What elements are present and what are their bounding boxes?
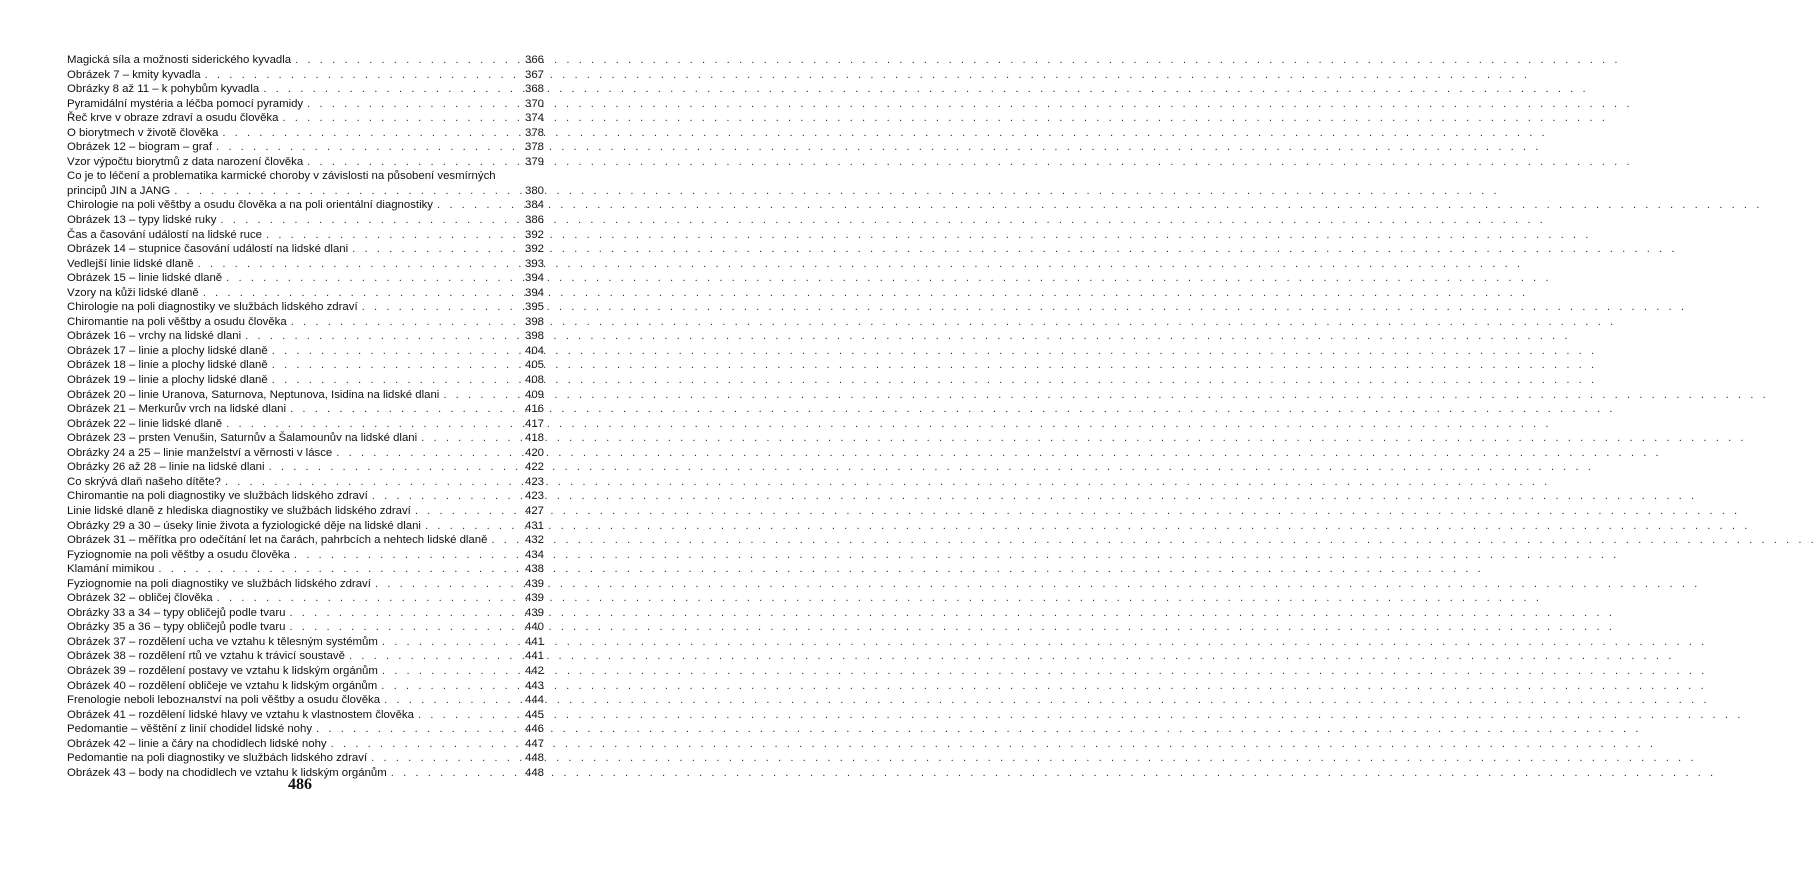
dot-leader <box>433 198 516 213</box>
toc-entry-page: 423 <box>524 490 544 503</box>
toc-entry-page: 374 <box>524 112 544 125</box>
dot-leader <box>368 489 516 504</box>
toc-entry-page: 393 <box>524 257 544 270</box>
toc-entry-title: Obrázek 42 – linie a čáry na chodidlech lidské nohy <box>67 737 327 750</box>
dot-leader <box>259 82 516 97</box>
toc-entry-title: Obrázek 14 – stupnice časování událostí na lidské dlani <box>67 243 349 256</box>
dot-leader <box>345 649 516 664</box>
toc-entry-page: 439 <box>524 606 544 619</box>
dot-leader <box>378 635 516 650</box>
toc-entry <box>67 271 544 286</box>
toc-entry-title: Co skrývá dlaň našeho dítěte? <box>67 475 221 488</box>
toc-entry-title: Chirologie na poli věštby a osudu člověka a na poli orientální diagnostiky <box>67 199 433 212</box>
dot-leader <box>221 475 516 490</box>
toc-entry-page: 366 <box>524 54 544 66</box>
toc-entry-title: Obrázky 26 až 28 – linie na lidské dlani <box>67 461 265 474</box>
dot-leader <box>303 155 516 170</box>
toc-entry <box>67 664 544 679</box>
toc-entry-page: 394 <box>524 272 544 285</box>
toc-entry-title: Pedomantie na poli diagnostiky ve službách lidského zdraví <box>67 752 368 765</box>
toc-entry <box>67 97 544 112</box>
toc-entry <box>67 111 544 126</box>
toc-entry-page: 444 <box>524 694 544 707</box>
toc-entry-page: 398 <box>524 330 544 343</box>
dot-leader <box>268 358 516 373</box>
dot-leader <box>285 620 516 635</box>
dot-leader <box>348 242 516 257</box>
toc-entry <box>67 519 544 534</box>
toc-entry-title: Obrázky 8 až 11 – k pohybům kyvadla <box>67 83 260 96</box>
toc-entry <box>67 577 544 592</box>
dot-leader <box>154 562 516 577</box>
toc-entry <box>67 388 544 403</box>
dot-leader <box>213 591 516 606</box>
toc-entry <box>67 169 544 184</box>
toc-entry-page: 405 <box>524 359 544 372</box>
toc-entry <box>67 635 544 650</box>
toc-entry-title: Fyziognomie na poli diagnostiky ve službách lidského zdraví <box>67 577 371 590</box>
toc-entry-page: 380 <box>524 184 544 197</box>
dot-leader <box>371 577 516 592</box>
toc-entry-title: Obrázek 7 – kmity kyvadla <box>67 68 201 81</box>
toc-entry-title: Obrázky 35 a 36 – typy obličejů podle tvaru <box>67 621 286 634</box>
dot-leader <box>291 53 516 68</box>
toc-entry-page: 420 <box>524 446 544 459</box>
toc-entry <box>67 140 544 155</box>
toc-entry-page: 367 <box>524 68 544 81</box>
toc-entry-page: 408 <box>524 374 544 387</box>
toc-entry <box>67 329 544 344</box>
toc-entry-title: Chiromantie na poli diagnostiky ve službách lidského zdraví <box>67 490 368 503</box>
toc-entry <box>67 620 544 635</box>
toc-entry-page: 392 <box>524 243 544 256</box>
toc-entry-page: 379 <box>524 155 544 168</box>
toc-entry-page: 441 <box>524 650 544 663</box>
toc-entry <box>67 475 544 490</box>
toc-entry <box>67 548 544 563</box>
toc-entry-page: 394 <box>524 286 544 299</box>
toc-entry <box>67 300 544 315</box>
toc-entry-title: Pyramidální mystéria a léčba pomocí pyramidy <box>67 97 304 110</box>
toc-entry-page: 427 <box>524 504 544 517</box>
toc-entry-title: Obrázek 40 – rozdělení obličeje ve vztahu k lidským orgánům <box>67 679 378 692</box>
toc-entry-title: Obrázek 12 – biogram – graf <box>67 141 212 154</box>
toc-entry-title: Obrázek 20 – linie Uranova, Saturnova, Neptunova, Isidina na lidské dlani <box>67 388 440 401</box>
toc-entry-title: Obrázky 29 a 30 – úseky linie života a fyziologické děje na lidské dlani <box>67 519 421 532</box>
dot-leader <box>439 388 516 403</box>
dot-leader <box>268 373 516 388</box>
toc-entry-page: 417 <box>524 417 544 430</box>
toc-entry <box>67 562 544 577</box>
toc-entry <box>67 591 544 606</box>
toc-entry <box>67 53 544 68</box>
toc-entry-page: 432 <box>524 534 544 547</box>
dot-leader <box>278 111 516 126</box>
dot-leader <box>367 751 516 766</box>
toc-entry <box>67 198 544 213</box>
dot-leader <box>358 300 516 315</box>
dot-leader <box>216 213 516 228</box>
toc-entry <box>67 373 544 388</box>
toc-entry-title: Čas a časování událostí na lidské ruce <box>67 228 263 241</box>
toc-entry <box>67 606 544 621</box>
toc-entry <box>67 504 544 519</box>
toc-entry <box>67 242 544 257</box>
toc-entry-title: Obrázek 21 – Merkurův vrch na lidské dlani <box>67 403 287 416</box>
toc-entry-page: 438 <box>524 563 544 576</box>
toc-entry <box>67 155 544 170</box>
toc-entry <box>67 649 544 664</box>
toc-entry <box>67 751 544 766</box>
toc-entry-title: Klamání mimikou <box>67 563 155 576</box>
toc-entry-title: Linie lidské dlaně z hlediska diagnostiky ve službách lidského zdraví <box>67 504 411 517</box>
toc-entry-title: Obrázky 24 a 25 – linie manželství a věrnosti v lásce <box>67 446 333 459</box>
toc-entry <box>67 286 544 301</box>
toc-entry-page: 378 <box>524 126 544 139</box>
toc-entry-page: 423 <box>524 475 544 488</box>
toc-entry-title: Obrázek 13 – typy lidské ruky <box>67 214 217 227</box>
toc-entry <box>67 693 544 708</box>
toc-entry-page: 445 <box>524 708 544 721</box>
toc-entry-page: 418 <box>524 432 544 445</box>
toc-entry-title: Frenologie neboli lebozналství na poli věštby a osudu člověka <box>67 694 381 707</box>
toc-entry <box>67 358 544 373</box>
dot-leader <box>332 446 516 461</box>
dot-leader <box>222 417 516 432</box>
toc-entry-page: 447 <box>524 737 544 750</box>
toc-entry-page: 378 <box>524 141 544 154</box>
dot-leader <box>212 140 516 155</box>
toc-entry-title: Obrázek 43 – body na chodidlech ve vztahu k lidským orgánům <box>67 766 387 779</box>
dot-leader <box>377 679 516 694</box>
toc-entry-page: 448 <box>524 766 544 779</box>
toc-entry <box>67 708 544 723</box>
dot-leader <box>290 548 516 563</box>
toc-entry <box>67 722 544 737</box>
dot-leader <box>268 344 516 359</box>
document-page <box>0 0 600 871</box>
toc-entry-page: 442 <box>524 664 544 677</box>
toc-entry-title: Obrázek 41 – rozdělení lidské hlavy ve vztahu k vlastnostem člověka <box>67 708 414 721</box>
toc-entry-page: 395 <box>524 301 544 314</box>
dot-leader <box>414 708 516 723</box>
toc-entry-title: Vedlejší linie lidské dlaně <box>67 257 194 270</box>
toc-entry-title: Pedomantie – věštění z linií chodidel lidské nohy <box>67 723 313 736</box>
dot-leader <box>262 228 516 243</box>
dot-leader <box>421 519 516 534</box>
toc-entry-title: Magická síla a možnosti siderického kyvadla <box>67 54 292 66</box>
page-number: 486 <box>288 776 312 793</box>
toc-entry-title: Obrázek 37 – rozdělení ucha ve vztahu k tělesným systémům <box>67 635 378 648</box>
toc-entry <box>67 446 544 461</box>
toc-entry-title: Chiromantie na poli věštby a osudu člověka <box>67 315 287 328</box>
toc-entry-title: Obrázek 31 – měřítka pro odečítání let na čarách, pahrbcích a nehtech lidské dlaně <box>67 534 488 547</box>
toc-entry-title: Obrázek 23 – prsten Venušin, Saturnův a Šalamounův na lidské dlani <box>67 432 418 445</box>
toc-entry <box>67 126 544 141</box>
dot-leader <box>194 257 516 272</box>
toc-entry <box>67 533 544 548</box>
toc-entry-page: 440 <box>524 621 544 634</box>
toc-entry <box>67 431 544 446</box>
table-of-contents <box>67 53 544 780</box>
toc-entry-title: O biorytmech v životě člověka <box>67 126 219 139</box>
toc-entry <box>67 82 544 97</box>
toc-entry-page: 443 <box>524 679 544 692</box>
toc-entry <box>67 460 544 475</box>
toc-entry <box>67 737 544 752</box>
toc-entry-title: principů JIN a JANG <box>67 184 171 197</box>
toc-entry-title: Vzory na kůži lidské dlaně <box>67 286 199 299</box>
dot-leader <box>285 606 516 621</box>
toc-entry-title: Vzor výpočtu biorytmů z data narození člověka <box>67 155 304 168</box>
dot-leader <box>303 97 516 112</box>
toc-entry <box>67 257 544 272</box>
toc-entry-page: 370 <box>524 97 544 110</box>
toc-entry-page: 384 <box>524 199 544 212</box>
dot-leader <box>312 722 516 737</box>
dot-leader <box>327 737 516 752</box>
toc-entry-page: 439 <box>524 592 544 605</box>
toc-entry-page: 368 <box>524 83 544 96</box>
toc-entry-page: 422 <box>524 461 544 474</box>
toc-entry-title: Obrázek 38 – rozdělení rtů ve vztahu k trávicí soustavě <box>67 650 345 663</box>
toc-entry <box>67 344 544 359</box>
toc-entry-title: Obrázek 16 – vrchy na lidské dlani <box>67 330 242 343</box>
toc-entry <box>67 228 544 243</box>
toc-entry-title: Obrázek 15 – linie lidské dlaně <box>67 272 223 285</box>
toc-entry <box>67 315 544 330</box>
toc-entry-title: Obrázek 17 – linie a plochy lidské dlaně <box>67 344 268 357</box>
dot-leader <box>201 68 516 83</box>
toc-entry-page: 398 <box>524 315 544 328</box>
toc-entry-page: 392 <box>524 228 544 241</box>
toc-entry-title: Obrázky 33 a 34 – typy obličejů podle tvaru <box>67 606 286 619</box>
toc-entry-title: Obrázek 18 – linie a plochy lidské dlaně <box>67 359 268 372</box>
toc-entry-title: Řeč krve v obraze zdraví a osudu člověka <box>67 112 279 125</box>
dot-leader <box>417 431 516 446</box>
toc-entry <box>67 402 544 417</box>
toc-entry-title: Chirologie na poli diagnostiky ve službách lidského zdraví <box>67 301 358 314</box>
toc-entry <box>67 213 544 228</box>
toc-entry <box>67 184 544 199</box>
dot-leader <box>265 460 516 475</box>
toc-entry <box>67 68 544 83</box>
toc-entry-page: 441 <box>524 635 544 648</box>
toc-entry <box>67 417 544 432</box>
toc-entry-page: 409 <box>524 388 544 401</box>
toc-entry-title: Obrázek 39 – rozdělení postavy ve vztahu k lidským orgánům <box>67 664 378 677</box>
dot-leader <box>199 286 516 301</box>
dot-leader <box>241 329 516 344</box>
dot-leader <box>487 533 516 548</box>
dot-leader <box>380 693 516 708</box>
toc-entry-title: Obrázek 22 – linie lidské dlaně <box>67 417 223 430</box>
toc-entry-page: 386 <box>524 214 544 227</box>
toc-entry <box>67 489 544 504</box>
toc-entry-page: 431 <box>524 519 544 532</box>
dot-leader <box>286 402 516 417</box>
dot-leader <box>218 126 516 141</box>
dot-leader <box>287 315 516 330</box>
dot-leader <box>222 271 516 286</box>
toc-entry-title: Fyziognomie na poli věštby a osudu člověka <box>67 548 290 561</box>
dot-leader <box>411 504 516 519</box>
dot-leader <box>170 184 516 199</box>
toc-entry-page: 404 <box>524 344 544 357</box>
toc-entry-page: 448 <box>524 752 544 765</box>
toc-entry-page: 446 <box>524 723 544 736</box>
toc-entry <box>67 679 544 694</box>
toc-entry-page: 416 <box>524 403 544 416</box>
toc-entry-page: 434 <box>524 548 544 561</box>
toc-entry-title: Co je to léčení a problematika karmické choroby v závislosti na působení vesmírných <box>67 170 496 183</box>
toc-entry-title: Obrázek 19 – linie a plochy lidské dlaně <box>67 374 268 387</box>
toc-entry-page: 439 <box>524 577 544 590</box>
dot-leader <box>378 664 516 679</box>
toc-entry-title: Obrázek 32 – obličej člověka <box>67 592 213 605</box>
